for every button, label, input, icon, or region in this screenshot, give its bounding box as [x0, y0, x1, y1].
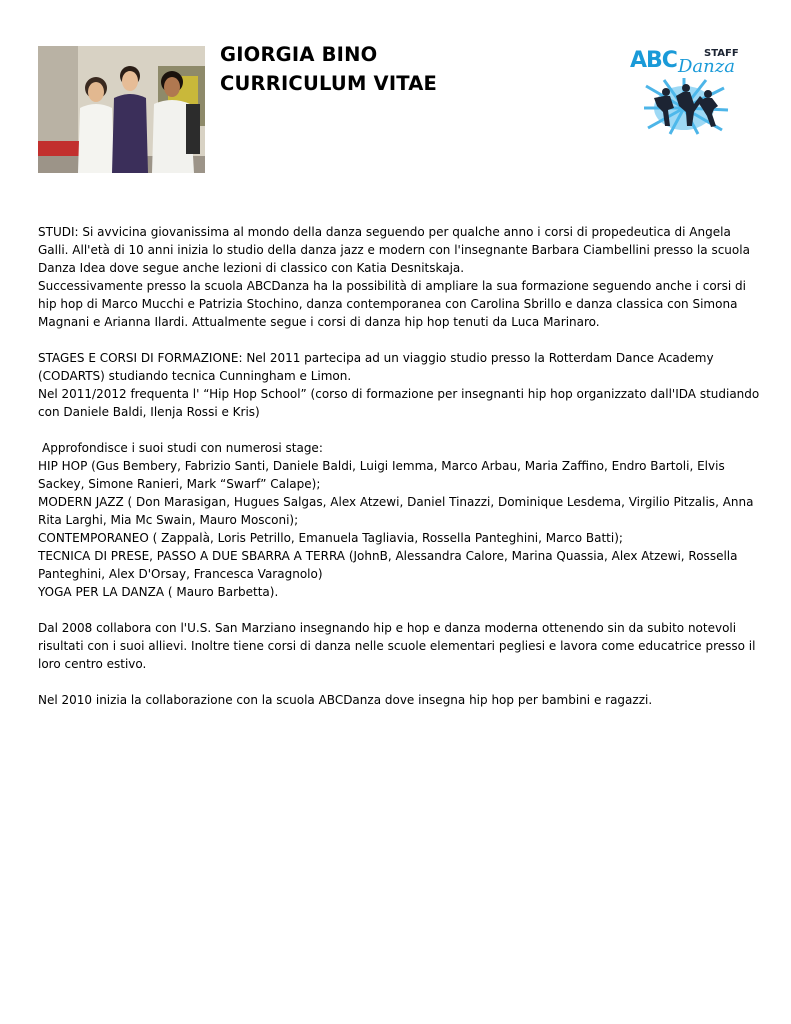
yoga-stage-list: YOGA PER LA DANZA ( Mauro Barbetta).: [38, 585, 279, 599]
contemporaneo-stage-list: CONTEMPORANEO ( Zappalà, Loris Petrillo, Emanuela Tagliavia, Rossella Panteghini, Marco Batti);: [38, 531, 623, 545]
abcdanza-training-paragraph: Successivamente presso la scuola ABCDanza ha la possibilità di ampliare la sua formazione seguendo anche i corsi di hip hop di Marco Mucchi e Patrizia Stochino, danza contemporanea con Carolina Sbrillo e danza classica con Simona Magnani e Arianna Ilardi. Attualmente segue i corsi di danza hip hop tenuti da Luca Marinaro.: [38, 279, 746, 329]
logo-suffix: Danza: [678, 56, 735, 77]
logo-suffix-wrap: [678, 58, 735, 76]
document-title: [220, 40, 437, 98]
logo-wordmark: [630, 50, 677, 72]
profile-photo: [38, 46, 205, 173]
hip-hop-stage-list: HIP HOP (Gus Bembery, Fabrizio Santi, Daniele Baldi, Luigi Iemma, Marco Arbau, Maria Zaffino, Endro Bartoli, Elvis Sackey, Simone Ranieri, Mark “Swarf” Calape);: [38, 459, 725, 491]
person-name: GIORGIA BINO: [220, 43, 378, 66]
stage-intro: Approfondisce i suoi studi con numerosi stage:: [42, 441, 323, 455]
group-photo-icon: [38, 46, 205, 173]
abcdanza-collaboration-paragraph: Nel 2010 inizia la collaborazione con la scuola ABCDanza dove insegna hip hop per bambini e ragazzi.: [38, 693, 653, 707]
abcdanza-staff-logo: [624, 46, 744, 136]
cv-body: [38, 223, 763, 709]
san-marziano-paragraph: Dal 2008 collabora con l'U.S. San Marziano insegnando hip e hop e danza moderna ottenendo sin da subito notevoli risultati con i suoi allievi. Inoltre tiene corsi di danza nelle scuole elementari pegliesi e lavora come educatrice presso il loro centro estivo.: [38, 621, 756, 671]
hip-hop-school-paragraph: Nel 2011/2012 frequenta l' “Hip Hop School” (corso di formazione per insegnanti hip hop organizzato dall'IDA studiando con Daniele Baldi, Ilenja Rossi e Kris): [38, 387, 760, 419]
logo-badge: STAFF: [704, 48, 739, 59]
tecnica-prese-stage-list: TECNICA DI PRESE, PASSO A DUE SBARRA A TERRA (JohnB, Alessandra Calore, Marina Quassia, Alex Atzewi, Rossella Panteghini, Alex D'Orsay, Francesca Varagnolo): [38, 549, 738, 581]
stages-paragraph: STAGES E CORSI DI FORMAZIONE: Nel 2011 partecipa ad un viaggio studio presso la Rotterdam Dance Academy (CODARTS) studiando tecnica Cunningham e Limon.: [38, 351, 714, 383]
document-subtitle: CURRICULUM VITAE: [220, 72, 438, 95]
studies-paragraph: STUDI: Si avvicina giovanissima al mondo della danza seguendo per qualche anno i corsi di propedeutica di Angela Galli. All'età di 10 anni inizia lo studio della danza jazz e modern con l'insegnante Barbara Ciambellini presso la scuola Danza Idea dove segue anche lezioni di classico con Katia Desnitskaja.: [38, 225, 750, 275]
logo-prefix: ABC: [630, 48, 677, 73]
modern-jazz-stage-list: MODERN JAZZ ( Don Marasigan, Hugues Salgas, Alex Atzewi, Daniel Tinazzi, Dominique Lesdema, Virgilio Pitzalis, Anna Rita Larghi, Mia Mc Swain, Mauro Mosconi);: [38, 495, 754, 527]
